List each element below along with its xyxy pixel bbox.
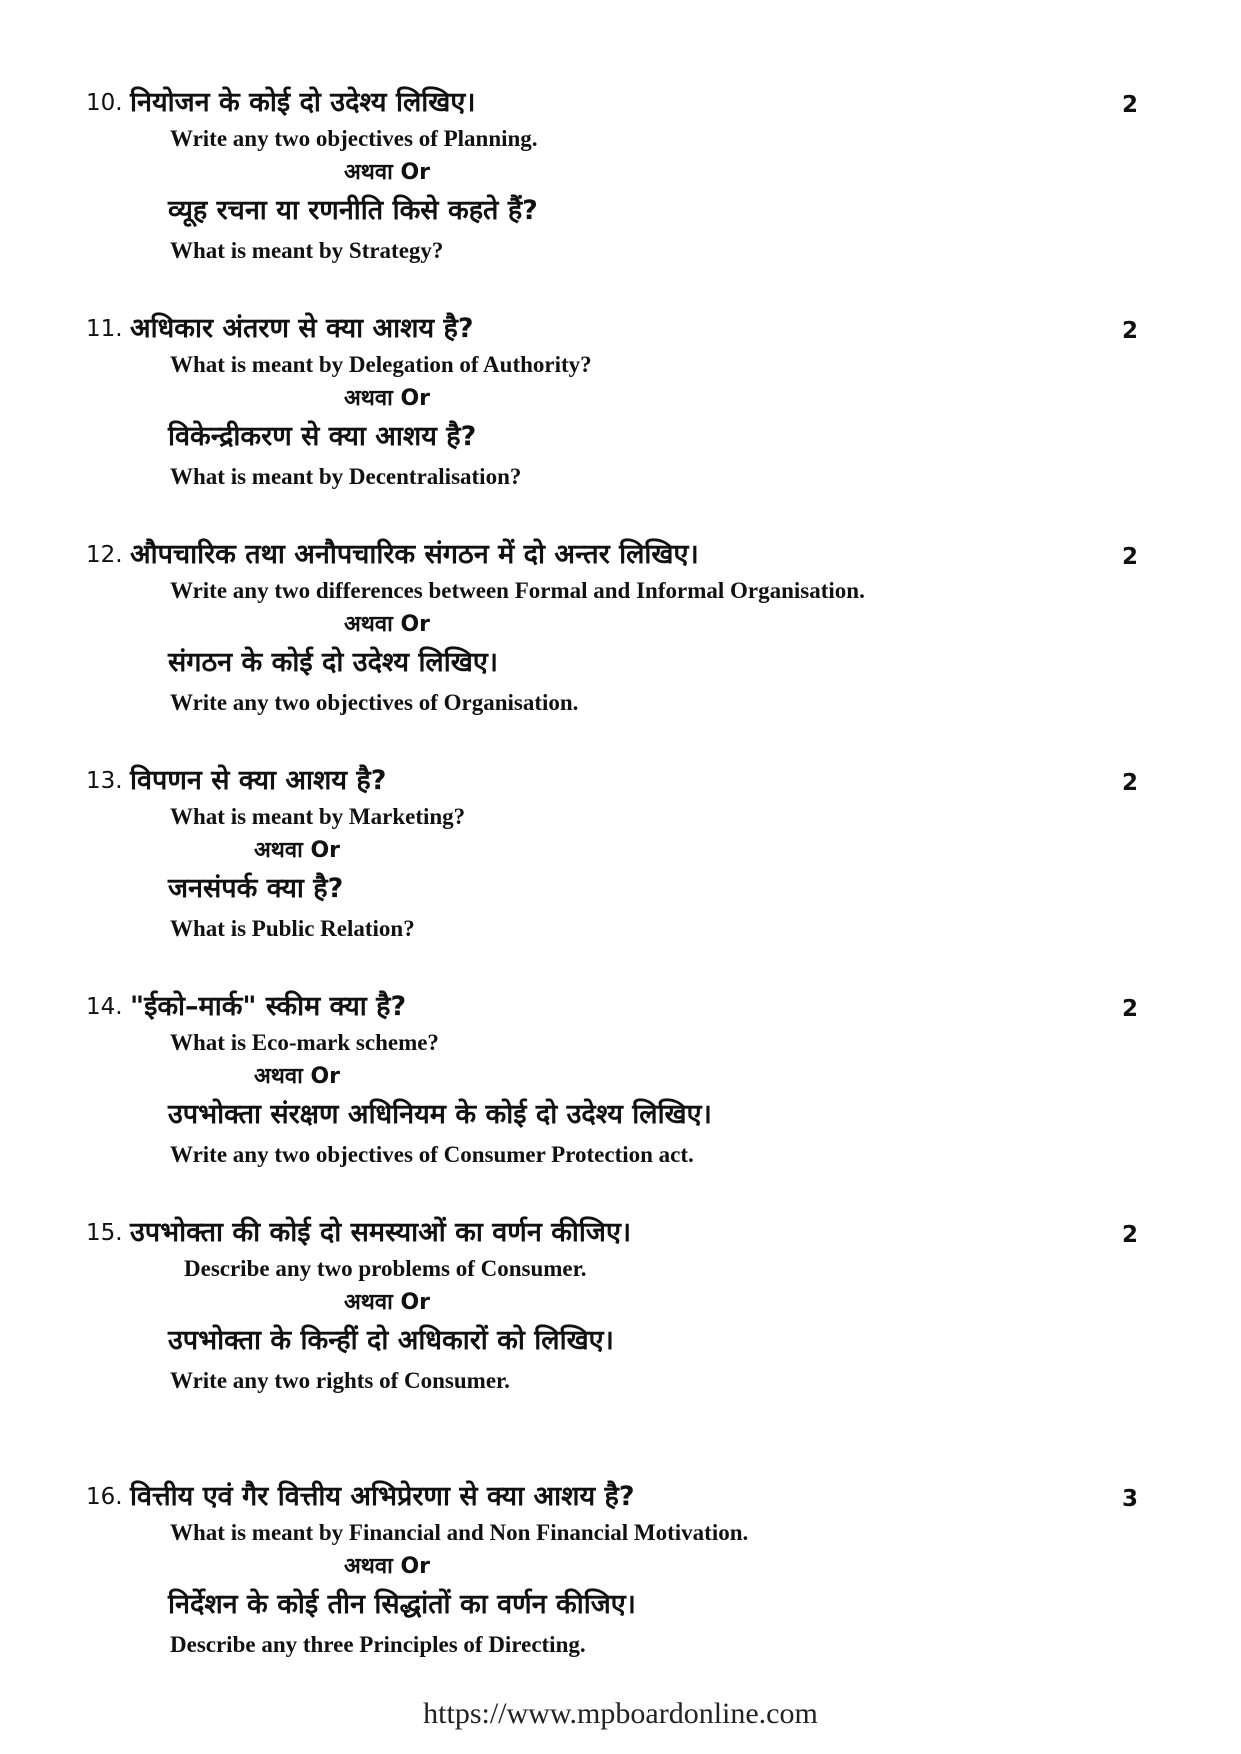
alternate-question-hindi: उपभोक्ता के किन्हीं दो अधिकारों को लिखिए। — [168, 1325, 614, 1356]
alternate-question-english: What is Public Relation? — [170, 916, 415, 941]
question-marks: 2 — [1122, 996, 1139, 1022]
alternate-question-english: What is meant by Strategy? — [170, 238, 444, 263]
question-marks: 2 — [1122, 770, 1139, 796]
question-english: Write any two objectives of Planning. — [170, 126, 538, 151]
alternate-question-english: Describe any three Principles of Directing. — [170, 1632, 586, 1657]
or-label: अथवा Or — [344, 612, 431, 637]
question-english: Describe any two problems of Consumer. — [184, 1256, 587, 1281]
question-english: What is Eco-mark scheme? — [170, 1030, 439, 1055]
alternate-question-hindi: जनसंपर्क क्या है? — [168, 873, 344, 904]
alternate-question-hindi: विकेन्द्रीकरण से क्या आशय है? — [168, 421, 477, 452]
question-english: What is meant by Marketing? — [170, 804, 466, 829]
alternate-question-english: Write any two rights of Consumer. — [170, 1368, 510, 1393]
or-label: अथवा Or — [254, 1064, 341, 1089]
alternate-question-hindi: निर्देशन के कोई तीन सिद्धांतों का वर्णन कीजिए। — [168, 1589, 636, 1620]
question-number: 12. — [86, 542, 123, 568]
or-label: अथवा Or — [344, 386, 431, 411]
alternate-question-hindi: व्यूह रचना या रणनीति किसे कहते हैं? — [168, 195, 538, 226]
question-number: 16. — [86, 1484, 123, 1510]
question-hindi: "ईको–मार्क" स्कीम क्या है? — [130, 991, 407, 1022]
question-marks: 3 — [1122, 1486, 1139, 1512]
question-number: 10. — [86, 90, 123, 116]
or-label: अथवा Or — [344, 160, 431, 185]
question-hindi: वित्तीय एवं गैर वित्तीय अभिप्रेरणा से क्या आशय है? — [130, 1481, 635, 1512]
question-english: What is meant by Delegation of Authority? — [170, 352, 592, 377]
alternate-question-hindi: संगठन के कोई दो उदेश्य लिखिए। — [168, 647, 498, 678]
question-english: Write any two differences between Formal and Informal Organisation. — [170, 578, 865, 603]
alternate-question-english: What is meant by Decentralisation? — [170, 464, 522, 489]
question-english: What is meant by Financial and Non Financial Motivation. — [170, 1520, 749, 1545]
question-hindi: उपभोक्ता की कोई दो समस्याओं का वर्णन कीजिए। — [130, 1217, 632, 1248]
question-hindi: विपणन से क्या आशय है? — [130, 765, 387, 796]
or-label: अथवा Or — [344, 1554, 431, 1579]
footer-url: https://www.mpboardonline.com — [423, 1697, 818, 1730]
question-marks: 2 — [1122, 1222, 1139, 1248]
question-marks: 2 — [1122, 92, 1139, 118]
question-hindi: औपचारिक तथा अनौपचारिक संगठन में दो अन्तर लिखिए। — [130, 539, 699, 570]
question-hindi: अधिकार अंतरण से क्या आशय है? — [130, 313, 474, 344]
question-number: 14. — [86, 994, 123, 1020]
alternate-question-hindi: उपभोक्ता संरक्षण अधिनियम के कोई दो उदेश्य लिखिए। — [168, 1099, 712, 1130]
question-number: 13. — [86, 768, 123, 794]
question-number: 11. — [86, 316, 123, 342]
question-hindi: नियोजन के कोई दो उदेश्य लिखिए। — [130, 87, 476, 118]
question-marks: 2 — [1122, 544, 1139, 570]
question-number: 15. — [86, 1220, 123, 1246]
or-label: अथवा Or — [344, 1290, 431, 1315]
or-label: अथवा Or — [254, 838, 341, 863]
alternate-question-english: Write any two objectives of Consumer Protection act. — [170, 1142, 694, 1167]
alternate-question-english: Write any two objectives of Organisation. — [170, 690, 579, 715]
question-marks: 2 — [1122, 318, 1139, 344]
